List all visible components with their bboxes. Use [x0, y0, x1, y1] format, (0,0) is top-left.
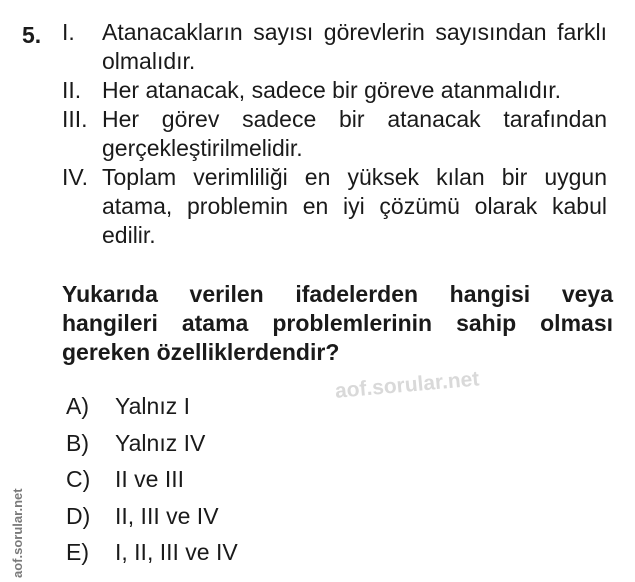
answer-option-b[interactable]: [66, 425, 238, 462]
watermark-center: aof.sorular.net: [334, 367, 481, 403]
answer-option-d[interactable]: [66, 498, 238, 535]
statement-text: Atanacakların sayısı görevlerin sayısından farklı olmalıdır.: [102, 19, 607, 74]
option-text: II ve III: [115, 466, 185, 492]
statement-text: Her atanacak, sadece bir göreve atanmalıdır.: [102, 77, 561, 103]
answer-option-a[interactable]: [66, 388, 238, 425]
statement-numeral: II.: [62, 77, 82, 103]
statement-list: [62, 18, 607, 250]
statement-item: [62, 163, 607, 250]
answer-options: [66, 388, 238, 571]
option-label: C): [66, 466, 91, 492]
statement-numeral: IV.: [62, 164, 89, 190]
option-label: A): [66, 393, 89, 419]
statement-text: Her görev sadece bir atanacak tarafından gerçekleştirilmelidir.: [102, 106, 607, 161]
statement-numeral: III.: [62, 106, 88, 132]
statement-text: Toplam verimliliği en yüksek kılan bir uygun atama, problemin en iyi çözümü olarak kabul edilir.: [102, 164, 607, 248]
answer-option-c[interactable]: [66, 461, 238, 498]
statement-item: [62, 76, 607, 105]
question-stem: Yukarıda verilen ifadelerden hangisi veya hangileri atama problemlerinin sahip olması gereken özelliklerdendir?: [62, 281, 613, 365]
option-label: D): [66, 502, 91, 529]
statement-numeral: I.: [62, 19, 75, 45]
option-text: I, II, III ve IV: [115, 539, 238, 565]
option-label: E): [66, 539, 89, 565]
option-text: II, III ve IV: [115, 502, 219, 529]
option-text: Yalnız IV: [115, 429, 206, 456]
statement-item: [62, 18, 607, 76]
answer-option-e[interactable]: [66, 534, 238, 571]
question-number: 5.: [22, 22, 42, 48]
option-label: B): [66, 429, 89, 456]
watermark-side: aof.sorular.net: [10, 488, 25, 578]
option-text: Yalnız I: [115, 393, 190, 419]
statement-item: [62, 105, 607, 163]
